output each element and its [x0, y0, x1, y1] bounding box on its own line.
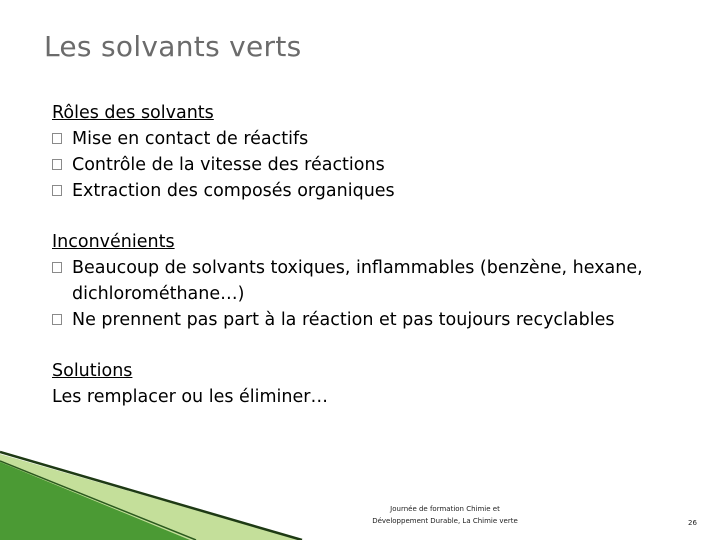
section-heading-inconvenients: Inconvénients: [52, 232, 175, 252]
solutions-text: Les remplacer ou les éliminer…: [52, 387, 328, 407]
list-item-text: Contrôle de la vitesse des réactions: [72, 155, 385, 175]
checkbox-bullet-icon: [52, 133, 62, 144]
list-item-text: Mise en contact de réactifs: [72, 129, 309, 149]
footer-line-1: Journée de formation Chimie et: [390, 505, 500, 513]
section-spacer: [52, 204, 692, 229]
list-item: [52, 255, 692, 307]
slide-title: Les solvants verts: [44, 30, 302, 63]
list-item-text: Beaucoup de solvants toxiques, inflammables (benzène, hexane, dichlorométhane…): [72, 258, 643, 304]
slide-content: [52, 100, 692, 410]
checkbox-bullet-icon: [52, 185, 62, 196]
list-item-text: Ne prennent pas part à la réaction et pas toujours recyclables: [72, 310, 615, 330]
swoosh-outline: [0, 452, 302, 540]
swoosh-outline-inner: [0, 461, 196, 540]
section-heading-roles: Rôles des solvants: [52, 103, 214, 123]
checkbox-bullet-icon: [52, 159, 62, 170]
list-item: [52, 126, 692, 152]
list-item: [52, 178, 692, 204]
checkbox-bullet-icon: [52, 262, 62, 273]
footer-line-2: Développement Durable, La Chimie verte: [372, 517, 518, 525]
page-number: 26: [688, 519, 697, 527]
swoosh-dark-band: [0, 462, 190, 540]
section-inconvenients: [52, 229, 692, 333]
section-solutions: [52, 358, 692, 410]
list-item: [52, 307, 692, 333]
section-spacer: [52, 333, 692, 358]
section-heading-solutions: Solutions: [52, 361, 133, 381]
footer-text: [356, 503, 534, 527]
list-item: [52, 152, 692, 178]
checkbox-bullet-icon: [52, 314, 62, 325]
swoosh-light-band: [0, 454, 300, 540]
list-item-text: Extraction des composés organiques: [72, 181, 395, 201]
section-roles: [52, 100, 692, 204]
